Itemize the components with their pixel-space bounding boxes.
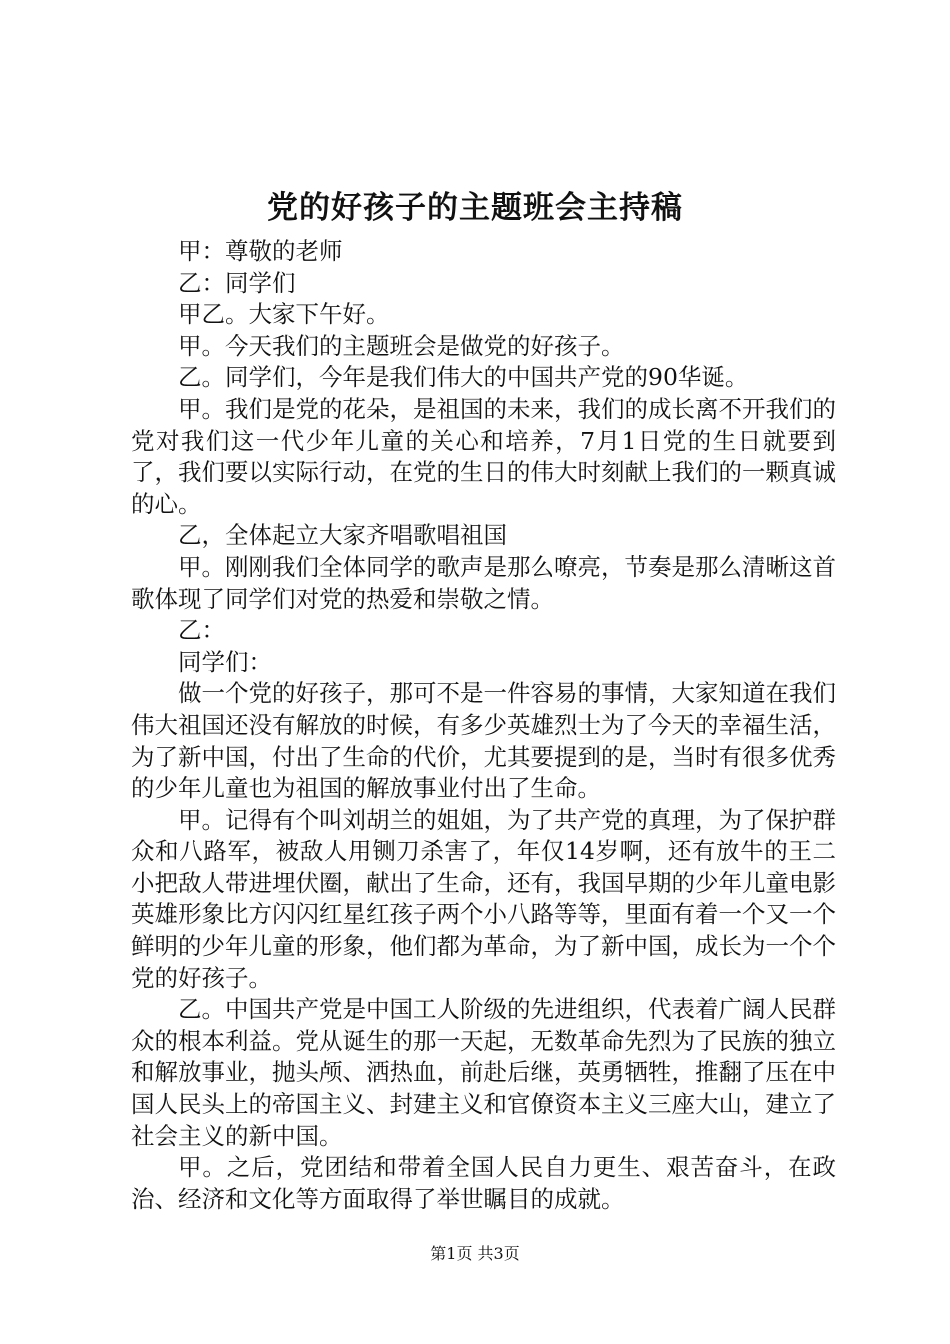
paragraph: 乙：同学们 [178, 268, 296, 297]
paragraph: 甲：尊敬的老师 [178, 237, 343, 265]
paragraph: 乙，全体起立大家齐唱歌唱祖国 [178, 521, 507, 550]
document-body [131, 236, 836, 1215]
paragraph: 乙。中国共产党是中国工人阶级的先进组织，代表着广阔人民群众的根本利益。党从诞生的那一天起，无数革命先烈为了民族的独立和解放事业，抛头颅、洒热血，前赴后继，英勇牺牲，推翻了压在中国人民头上的帝国主义、封建主义和官僚资本主义三座大山，建立了社会主义的新中国。 [131, 995, 836, 1150]
document-title: 党的好孩子的主题班会主持稿 [267, 190, 683, 226]
paragraph: 乙： [178, 616, 225, 645]
paragraph: 甲。之后，党团结和带着全国人民自力更生、艰苦奋斗，在政治、经济和文化等方面取得了举世瞩目的成就。 [131, 1153, 836, 1213]
paragraph: 甲。记得有个叫刘胡兰的姐姐，为了共产党的真理，为了保护群众和八路军，被敌人用铡刀杀害了，年仅14岁啊，还有放牛的王二小把敌人带进埋伏圈，献出了生命，还有，我国早期的少年儿童电影英雄形象比方闪闪红星红孩子两个小八路等等，里面有着一个又一个鲜明的少年儿童的形象，他们都为革命，为了新中国，成长为一个个党的好孩子。 [131, 805, 836, 992]
paragraph: 甲乙。大家下午好。 [178, 300, 390, 329]
page-footer: 第1页 共3页 [430, 1244, 520, 1263]
paragraph: 乙。同学们，今年是我们伟大的中国共产党的90华诞。 [178, 363, 749, 392]
paragraph: 甲。我们是党的花朵，是祖国的未来，我们的成长离不开我们的党对我们这一代少年儿童的关心和培养，7月1日党的生日就要到了，我们要以实际行动，在党的生日的伟大时刻献上我们的一颗真诚的心。 [131, 394, 836, 518]
paragraph: 甲。今天我们的主题班会是做党的好孩子。 [178, 331, 625, 360]
paragraph: 甲。刚刚我们全体同学的歌声是那么嘹亮，节奏是那么清晰这首歌体现了同学们对党的热爱和崇敬之情。 [131, 552, 836, 613]
paragraph: 同学们： [178, 647, 272, 676]
paragraph: 做一个党的好孩子，那可不是一件容易的事情，大家知道在我们伟大祖国还没有解放的时候，有多少英雄烈士为了今天的幸福生活，为了新中国，付出了生命的代价，尤其要提到的是，当时有很多优秀的少年儿童也为祖国的解放事业付出了生命。 [131, 679, 836, 803]
